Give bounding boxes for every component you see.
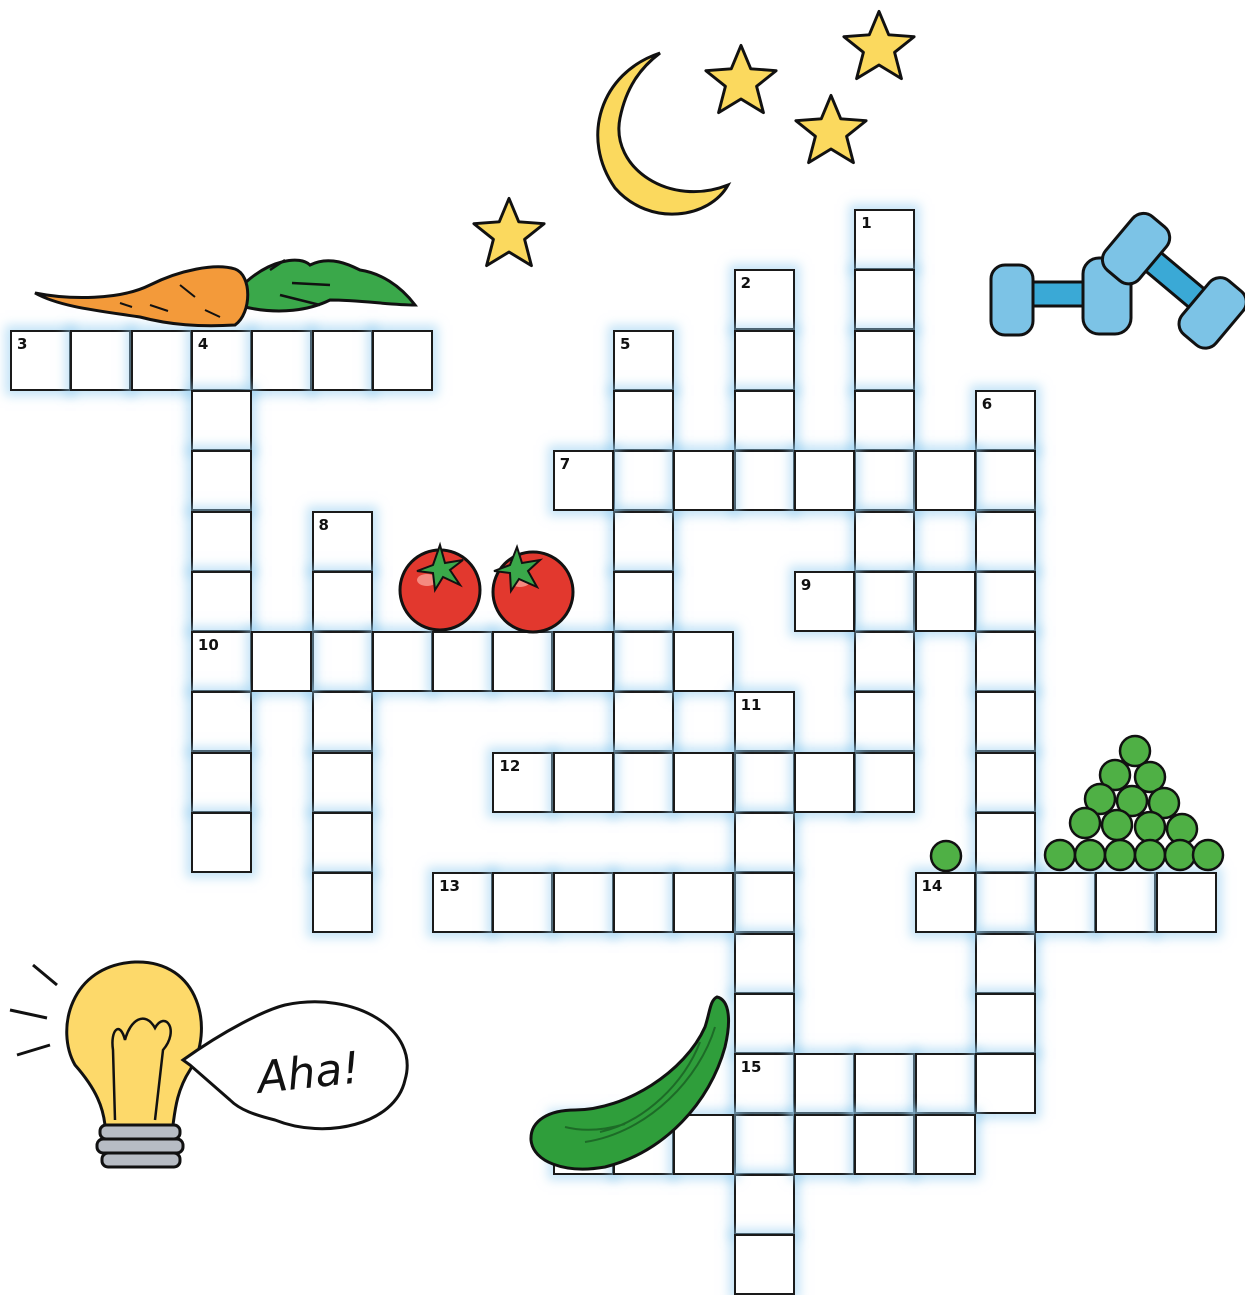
crossword-cell[interactable] [191,330,252,391]
crossword-cell[interactable] [794,450,855,511]
crossword-cell[interactable] [312,872,373,933]
crossword-cell[interactable] [492,631,553,692]
crossword-cell[interactable] [613,631,674,692]
crossword-cell[interactable] [191,511,252,572]
crossword-cell[interactable] [734,330,795,391]
crossword-cell[interactable] [734,933,795,994]
crossword-cell[interactable] [191,390,252,451]
cucumber-icon [525,992,740,1174]
clue-number: 11 [740,696,762,715]
crossword-cell[interactable] [613,450,674,511]
crossword-cell[interactable] [854,691,915,752]
crossword-cell[interactable] [372,330,433,391]
crossword-cell[interactable] [613,390,674,451]
crossword-cell[interactable] [794,752,855,813]
crossword-cell[interactable] [613,872,674,933]
crossword-cell[interactable] [251,330,312,391]
crossword-cell[interactable] [191,631,252,692]
crossword-cell[interactable] [854,752,915,813]
crossword-cell[interactable] [1095,872,1156,933]
crossword-cell[interactable] [794,571,855,632]
crossword-cell[interactable] [854,450,915,511]
crossword-cell[interactable] [854,390,915,451]
crossword-cell[interactable] [372,631,433,692]
crossword-cell[interactable] [492,872,553,933]
star-icon [792,92,870,167]
crossword-cell[interactable] [613,752,674,813]
crossword-cell[interactable] [734,1174,795,1235]
crossword-cell[interactable] [673,872,734,933]
crossword-cell[interactable] [553,872,614,933]
crossword-cell[interactable] [1035,872,1096,933]
clue-number: 12 [499,756,521,775]
crossword-cell[interactable] [915,571,976,632]
clue-number: 14 [921,877,943,896]
crossword-cell[interactable] [191,691,252,752]
clue-number: 4 [197,334,209,353]
clue-number: 2 [740,274,752,293]
tomatoes-icon [395,535,580,635]
crossword-cell[interactable] [432,872,493,933]
crossword-cell[interactable] [312,631,373,692]
crossword-cell[interactable] [553,631,614,692]
crossword-cell[interactable] [734,691,795,752]
crossword-cell[interactable] [673,450,734,511]
clue-number: 1 [861,214,872,232]
crossword-cell[interactable] [854,269,915,330]
crossword-cell[interactable] [734,1114,795,1175]
crossword-cell[interactable] [854,1114,915,1175]
crossword-cell[interactable] [312,511,373,572]
crossword-cell[interactable] [312,752,373,813]
peas-icon [922,733,1227,878]
clue-number: 8 [318,515,329,534]
crossword-cell[interactable] [131,330,192,391]
crossword-cell[interactable] [734,872,795,933]
clue-number: 10 [197,636,219,655]
crossword-cell[interactable] [734,752,795,813]
crossword-cell[interactable] [673,631,734,692]
crossword-cell[interactable] [613,330,674,391]
crossword-cell[interactable] [312,812,373,873]
crossword-cell[interactable] [553,752,614,813]
crossword-cell[interactable] [191,812,252,873]
crossword-cell[interactable] [734,993,795,1054]
crossword-cell[interactable] [854,511,915,572]
crossword-cell[interactable] [312,691,373,752]
clue-number: 6 [981,394,993,413]
crossword-cell[interactable] [613,571,674,632]
crossword-cell[interactable] [734,450,795,511]
clue-number: 15 [740,1058,762,1077]
star-icon [840,8,918,83]
crossword-cell[interactable] [613,691,674,752]
crossword-cell[interactable] [553,450,614,511]
star-icon [470,195,548,270]
crossword-cell[interactable] [613,511,674,572]
crossword-cell[interactable] [191,450,252,511]
crossword-cell[interactable] [854,571,915,632]
clue-number: 3 [17,334,28,353]
crossword-cell[interactable] [915,1053,976,1114]
speech-bubble [235,1015,415,1125]
dumbbells-icon [985,200,1245,360]
crossword-cell[interactable] [191,571,252,632]
crossword-cell[interactable] [734,390,795,451]
crossword-cell[interactable] [975,631,1036,692]
star-icon [702,42,780,117]
carrot-icon [30,255,420,330]
crossword-cell[interactable] [975,933,1036,994]
crossword-cell[interactable] [975,511,1036,572]
crossword-cell[interactable] [915,450,976,511]
crossword-cell[interactable] [734,1234,795,1295]
clue-number: 13 [439,877,460,896]
crossword-cell[interactable] [975,1053,1036,1114]
crossword-cell[interactable] [251,631,312,692]
crossword-cell[interactable] [70,330,131,391]
crossword-cell[interactable] [794,1053,855,1114]
crossword-cell[interactable] [191,752,252,813]
crossword-cell[interactable] [975,390,1036,451]
crossword-cell[interactable] [1156,872,1217,933]
crossword-cell[interactable] [734,1053,795,1114]
crossword-cell[interactable] [312,330,373,391]
crossword-cell[interactable] [915,1114,976,1175]
crossword-cell[interactable] [854,1053,915,1114]
crossword-cell[interactable] [10,330,71,391]
clue-number: 7 [559,455,571,474]
crossword-cell[interactable] [432,631,493,692]
clue-number: 9 [800,575,812,594]
crossword-cell[interactable] [975,571,1036,632]
crossword-cell[interactable] [734,812,795,873]
crossword-cell[interactable] [854,209,915,270]
crossword-cell[interactable] [312,571,373,632]
crossword-cell[interactable] [975,993,1036,1054]
clue-number: 5 [620,334,631,353]
crossword-cell[interactable] [854,330,915,391]
crossword-cell[interactable] [492,752,553,813]
crossword-cell[interactable] [794,1114,855,1175]
speech-bubble-text: Aha! [254,1042,363,1104]
crossword-cell[interactable] [854,631,915,692]
crossword-cell[interactable] [673,752,734,813]
crossword-cell[interactable] [915,872,976,933]
crossword-cell[interactable] [975,872,1036,933]
crossword-cell[interactable] [975,450,1036,511]
crossword-cell[interactable] [734,269,795,330]
